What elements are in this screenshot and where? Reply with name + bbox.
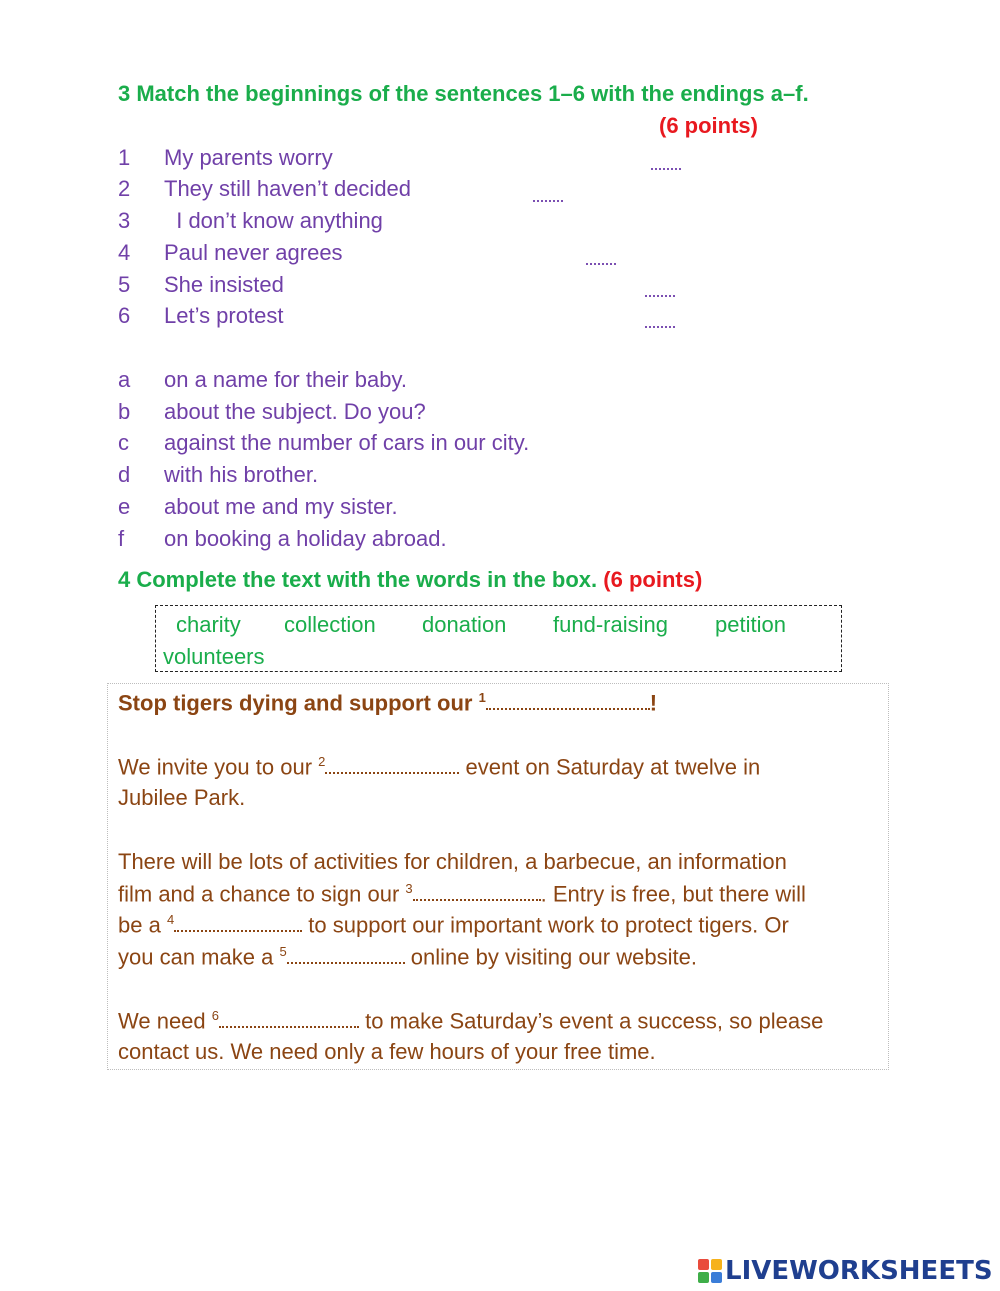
gap-2-field[interactable] — [325, 754, 459, 774]
exercise-4-points: (6 points) — [603, 567, 703, 592]
gap-3-field[interactable] — [413, 881, 541, 901]
item-text: about me and my sister. — [164, 494, 398, 519]
item-text: My parents worry — [164, 145, 333, 170]
item-number: 1 — [118, 145, 131, 170]
text-line-1: Stop tigers dying and support our $^1$ ! — [118, 690, 658, 716]
word-box-item: petition — [715, 612, 786, 637]
word-box-item: charity — [176, 612, 241, 637]
liveworksheets-logo — [698, 1257, 993, 1285]
word-box-item: collection — [284, 612, 376, 637]
item-number: 5 — [118, 272, 131, 297]
gap-1-field[interactable] — [486, 690, 650, 710]
item-letter: c — [118, 430, 129, 455]
exercise-3-points: (6 points) — [659, 113, 758, 138]
gap-5-field[interactable] — [287, 944, 405, 964]
item-text: They still haven’t decided — [164, 176, 412, 201]
word-box-item: donation — [422, 612, 507, 637]
item-letter: e — [118, 494, 131, 519]
list-item — [118, 176, 718, 204]
list-item — [118, 494, 718, 522]
text-line-4: There will be lots of activities for children, a barbecue, an information — [118, 849, 787, 874]
item-text: Let’s protest — [164, 303, 284, 328]
answer-field-5[interactable] — [645, 287, 675, 297]
exercise-4-heading-row — [118, 567, 702, 593]
item-text: on booking a holiday abroad. — [164, 526, 447, 551]
text-line-8: We need $^6$ to make Saturday’s event a success, so please — [118, 1008, 824, 1034]
gap-number: 6 — [211, 1008, 220, 1023]
item-text: on a name for their baby. — [164, 367, 407, 392]
exercise-3-heading: 3 Match the beginnings of the sentences 1–6 with the endings a–f. — [118, 81, 809, 106]
word-box-item: volunteers — [163, 644, 265, 669]
text-line-5: film and a chance to sign our $^3$ . Entry is free, but there will — [118, 881, 806, 907]
list-item — [118, 272, 718, 300]
item-number: 4 — [118, 240, 131, 265]
item-number: 6 — [118, 303, 131, 328]
item-letter: a — [118, 367, 131, 392]
list-item — [118, 303, 718, 331]
list-item — [118, 526, 718, 554]
item-text: Paul never agrees — [164, 240, 343, 265]
item-number: 3 — [118, 208, 131, 233]
item-letter: f — [118, 526, 125, 551]
item-text: against the number of cars in our city. — [164, 430, 530, 455]
gap-number: 1 — [478, 690, 486, 705]
answer-field-4[interactable] — [586, 255, 616, 265]
text-line-6: be a $^4$ to support our important work to protect tigers. Or — [118, 912, 789, 938]
gap-4-field[interactable] — [174, 912, 302, 932]
list-item — [118, 430, 718, 458]
text-line-3: Jubilee Park. — [118, 785, 246, 810]
word-box — [155, 605, 842, 672]
list-item — [118, 462, 718, 490]
word-box-item: fund-raising — [553, 612, 668, 637]
list-item — [118, 145, 718, 173]
gap-6-field[interactable] — [219, 1008, 359, 1028]
gap-fill-text — [107, 683, 889, 1070]
gap-number: 5 — [279, 944, 287, 959]
text-line-2: We invite you to our $^2$ event on Saturday at twelve in — [118, 754, 761, 780]
answer-field-2[interactable] — [533, 192, 563, 202]
answer-field-6[interactable] — [645, 318, 675, 328]
gap-number: 3 — [405, 881, 413, 896]
item-letter: b — [118, 399, 131, 424]
item-text: about the subject. Do you? — [164, 399, 426, 424]
logo-text: LIVEWORKSHEETS — [725, 1256, 993, 1286]
answer-field-1[interactable] — [651, 160, 681, 170]
list-item — [118, 367, 718, 395]
exercise-4-heading: 4 Complete the text with the words in the box. — [118, 567, 598, 592]
gap-number: 4 — [166, 912, 175, 927]
gap-number: 2 — [318, 754, 326, 769]
item-text: She insisted — [164, 272, 284, 297]
item-text: I don’t know anything — [164, 208, 383, 233]
item-number: 2 — [118, 176, 131, 201]
list-item — [118, 240, 718, 268]
list-item — [118, 208, 718, 236]
list-item — [118, 399, 718, 427]
text-line-9: contact us. We need only a few hours of your free time. — [118, 1039, 656, 1064]
item-letter: d — [118, 462, 131, 487]
logo-icon — [698, 1259, 722, 1283]
item-text: with his brother. — [164, 462, 319, 487]
text-line-7: you can make a $^5$ online by visiting our website. — [118, 944, 697, 970]
